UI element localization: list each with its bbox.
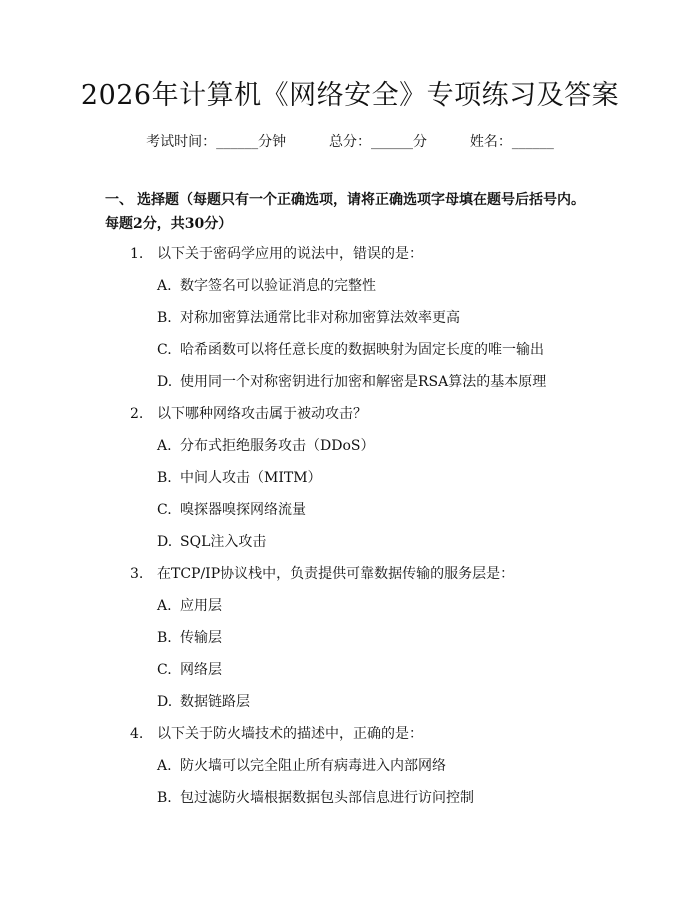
- question-text: 以下关于密码学应用的说法中，错误的是：: [157, 246, 423, 262]
- option-text: 网络层: [180, 662, 222, 678]
- question-item: [0, 242, 700, 274]
- option-text: 哈希函数可以将任意长度的数据映射为固定长度的唯一输出: [180, 342, 544, 358]
- option-item: [0, 530, 700, 562]
- option-letter: D.: [157, 694, 173, 710]
- section-heading: [105, 188, 595, 236]
- option-item: [0, 594, 700, 626]
- option-item: [0, 274, 700, 306]
- option-letter: B.: [157, 790, 172, 806]
- option-item: [0, 690, 700, 722]
- option-item: [0, 786, 700, 818]
- option-text: SQL注入攻击: [180, 534, 267, 550]
- option-item: [0, 306, 700, 338]
- time-unit: 分钟: [258, 134, 287, 150]
- option-item: [0, 434, 700, 466]
- option-letter: C.: [157, 662, 172, 678]
- time-blank: ______: [216, 134, 259, 150]
- time-label: 考试时间：: [146, 134, 217, 150]
- option-text: 传输层: [180, 630, 222, 646]
- option-letter: B.: [157, 630, 172, 646]
- score-blank: ______: [371, 134, 413, 150]
- section-number: 一、: [105, 192, 133, 208]
- option-letter: A.: [157, 438, 172, 454]
- option-letter: A.: [157, 598, 172, 614]
- option-text: 使用同一个对称密钥进行加密和解密是RSA算法的基本原理: [180, 374, 547, 390]
- option-item: [0, 370, 700, 402]
- option-letter: B.: [157, 310, 172, 326]
- option-text: 数据链路层: [180, 694, 250, 710]
- question-text: 在TCP/IP协议栈中，负责提供可靠数据传输的服务层是：: [157, 566, 515, 582]
- exam-meta-line: [0, 132, 700, 152]
- question-number: 4.: [130, 726, 144, 742]
- option-letter: D.: [157, 534, 173, 550]
- question-item: [0, 402, 700, 434]
- question-text: 以下哪种网络攻击属于被动攻击？: [157, 406, 367, 422]
- question-number: 3.: [130, 566, 144, 582]
- option-letter: A.: [157, 758, 172, 774]
- name-label: 姓名：: [469, 134, 512, 150]
- option-text: 包过滤防火墙根据数据包头部信息进行访问控制: [180, 790, 474, 806]
- option-letter: B.: [157, 470, 172, 486]
- option-item: [0, 754, 700, 786]
- section-text: 选择题（每题只有一个正确选项，请将正确选项字母填在题号后括号内。每题2分，共30分）: [105, 192, 585, 232]
- option-text: 应用层: [180, 598, 222, 614]
- option-item: [0, 338, 700, 370]
- option-item: [0, 626, 700, 658]
- question-text: 以下关于防火墙技术的描述中，正确的是：: [157, 726, 423, 742]
- score-unit: 分: [413, 134, 427, 150]
- question-item: [0, 722, 700, 754]
- option-item: [0, 498, 700, 530]
- option-item: [0, 658, 700, 690]
- option-text: 对称加密算法通常比非对称加密算法效率更高: [180, 310, 460, 326]
- option-letter: C.: [157, 342, 172, 358]
- option-text: 数字签名可以验证消息的完整性: [180, 278, 376, 294]
- option-letter: A.: [157, 278, 172, 294]
- option-letter: D.: [157, 374, 173, 390]
- option-item: [0, 466, 700, 498]
- option-text: 分布式拒绝服务攻击（DDoS）: [180, 438, 375, 454]
- option-letter: C.: [157, 502, 172, 518]
- option-text: 防火墙可以完全阻止所有病毒进入内部网络: [180, 758, 446, 774]
- question-number: 2.: [130, 406, 144, 422]
- option-text: 中间人攻击（MITM）: [180, 470, 322, 486]
- score-label: 总分：: [329, 134, 371, 150]
- question-item: [0, 562, 700, 594]
- question-list: [0, 242, 700, 818]
- name-blank: ______: [511, 134, 554, 150]
- page-title: 2026年计算机《网络安全》专项练习及答案: [80, 80, 620, 111]
- question-number: 1.: [130, 246, 144, 262]
- option-text: 嗅探器嗅探网络流量: [180, 502, 306, 518]
